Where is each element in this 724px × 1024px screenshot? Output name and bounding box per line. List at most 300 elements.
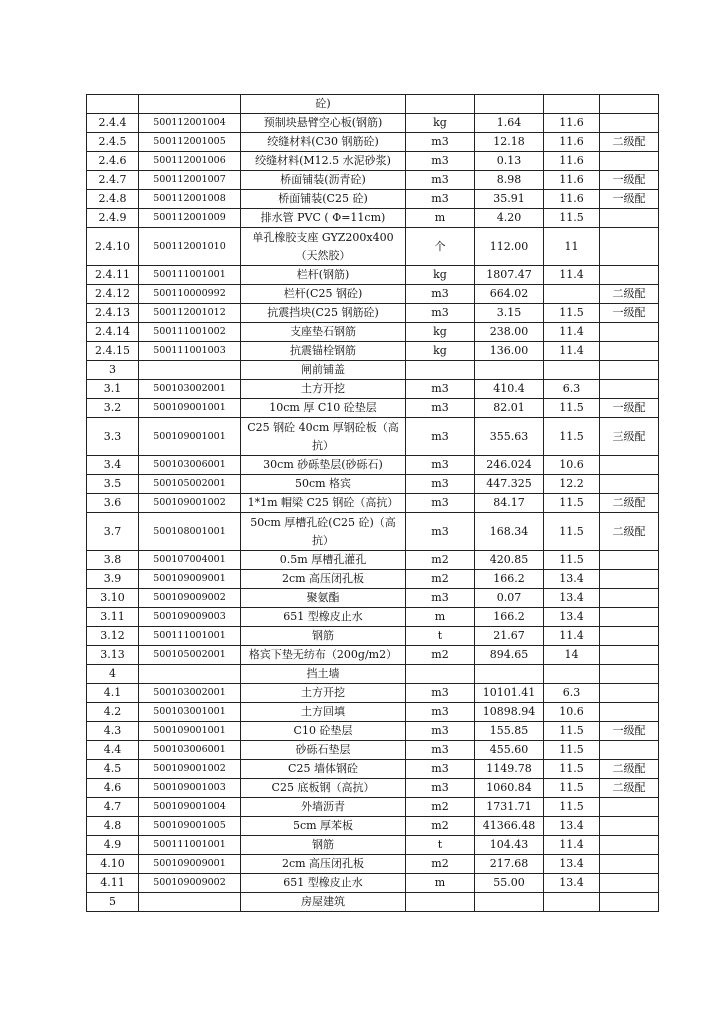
unit-cell: m2 [406,570,475,589]
item-number-cell: 4.10 [87,855,139,874]
item-code-cell: 500112001010 [139,228,241,266]
table-row [87,798,659,817]
item-name-cell: 土方回填 [241,703,406,722]
item-number-cell: 2.4.8 [87,190,139,209]
item-name-cell: 挡土墙 [241,665,406,684]
item-code-cell: 500108001001 [139,513,241,551]
item-name-cell: 0.5m 厚槽孔灌孔 [241,551,406,570]
table-row [87,874,659,893]
unit-cell [406,665,475,684]
price-cell: 13.4 [544,855,600,874]
price-cell: 11.4 [544,323,600,342]
item-number-cell: 3.6 [87,494,139,513]
table-row [87,304,659,323]
unit-cell: kg [406,342,475,361]
price-cell [544,95,600,114]
table-row [87,114,659,133]
price-cell: 10.6 [544,456,600,475]
table-row [87,855,659,874]
item-number-cell: 4.6 [87,779,139,798]
table-row [87,741,659,760]
quantity-table [86,94,659,912]
item-name-cell: C25 墙体钢砼 [241,760,406,779]
item-number-cell [87,95,139,114]
item-code-cell: 500109001002 [139,494,241,513]
quantity-cell: 41366.48 [475,817,544,836]
unit-cell: m3 [406,760,475,779]
note-cell [600,323,659,342]
item-name-cell: 5cm 厚苯板 [241,817,406,836]
item-code-cell: 500109001005 [139,817,241,836]
item-number-cell: 2.4.10 [87,228,139,266]
note-cell [600,380,659,399]
unit-cell: m3 [406,494,475,513]
table-row [87,228,659,266]
item-name-cell: 支座垫石钢筋 [241,323,406,342]
quantity-cell: 894.65 [475,646,544,665]
item-name-cell: 绞缝材料(M12.5 水泥砂浆) [241,152,406,171]
quantity-cell [475,665,544,684]
note-cell [600,152,659,171]
quantity-cell: 112.00 [475,228,544,266]
unit-cell: t [406,627,475,646]
price-cell [544,893,600,912]
table-row [87,513,659,551]
item-name-cell: 2cm 高压闭孔板 [241,855,406,874]
quantity-cell: 246.024 [475,456,544,475]
item-name-cell: 抗震挡块(C25 钢筋砼) [241,304,406,323]
unit-cell: m2 [406,798,475,817]
quantity-cell: 82.01 [475,399,544,418]
price-cell: 6.3 [544,684,600,703]
quantity-cell: 664.02 [475,285,544,304]
item-name-cell: 闸前铺盖 [241,361,406,380]
note-cell [600,798,659,817]
note-cell: 二级配 [600,513,659,551]
unit-cell: m3 [406,703,475,722]
quantity-cell: 455.60 [475,741,544,760]
price-cell: 11.5 [544,209,600,228]
price-cell: 11.5 [544,399,600,418]
quantity-cell [475,95,544,114]
item-name-cell: 砼) [241,95,406,114]
item-number-cell: 4.2 [87,703,139,722]
note-cell [600,209,659,228]
quantity-cell: 166.2 [475,608,544,627]
note-cell [600,228,659,266]
table-body [87,95,659,912]
item-code-cell [139,665,241,684]
item-code-cell: 500109009003 [139,608,241,627]
price-cell: 11.5 [544,513,600,551]
item-name-cell: 绞缝材料(C30 钢筋砼) [241,133,406,152]
price-cell: 11 [544,228,600,266]
unit-cell: m3 [406,304,475,323]
table-row [87,779,659,798]
quantity-cell: 1149.78 [475,760,544,779]
unit-cell: m [406,608,475,627]
price-cell: 11.5 [544,722,600,741]
note-cell: 二级配 [600,779,659,798]
item-name-cell: 格宾下垫无纺布（200g/m2） [241,646,406,665]
quantity-cell: 35.91 [475,190,544,209]
note-cell [600,646,659,665]
unit-cell: t [406,836,475,855]
item-code-cell: 500111001001 [139,836,241,855]
item-code-cell [139,893,241,912]
item-code-cell: 500105002001 [139,475,241,494]
note-cell: 一级配 [600,399,659,418]
unit-cell: m3 [406,380,475,399]
item-name-cell: 砂砾石垫层 [241,741,406,760]
unit-cell: m3 [406,190,475,209]
item-name-cell: 钢筋 [241,836,406,855]
note-cell: 二级配 [600,494,659,513]
item-name-cell: 土方开挖 [241,684,406,703]
note-cell: 二级配 [600,285,659,304]
price-cell: 14 [544,646,600,665]
unit-cell [406,361,475,380]
price-cell: 11.4 [544,836,600,855]
price-cell: 11.6 [544,190,600,209]
item-number-cell: 3.3 [87,418,139,456]
item-code-cell: 500111001001 [139,266,241,285]
item-name-cell: 1*1m 帽梁 C25 钢砼（高抗） [241,494,406,513]
table-row [87,456,659,475]
quantity-cell: 155.85 [475,722,544,741]
table-row [87,760,659,779]
table-row [87,133,659,152]
quantity-cell: 55.00 [475,874,544,893]
quantity-cell: 410.4 [475,380,544,399]
item-code-cell: 500111001003 [139,342,241,361]
note-cell [600,817,659,836]
item-number-cell: 2.4.6 [87,152,139,171]
item-number-cell: 4.11 [87,874,139,893]
item-code-cell: 500112001005 [139,133,241,152]
unit-cell: m [406,209,475,228]
quantity-cell: 0.07 [475,589,544,608]
item-code-cell: 500110000992 [139,285,241,304]
item-number-cell: 4.4 [87,741,139,760]
item-number-cell: 2.4.12 [87,285,139,304]
item-code-cell: 500109009002 [139,589,241,608]
table-row [87,551,659,570]
note-cell [600,893,659,912]
price-cell: 13.4 [544,817,600,836]
note-cell [600,551,659,570]
note-cell [600,608,659,627]
unit-cell: m3 [406,456,475,475]
note-cell: 一级配 [600,190,659,209]
table-row [87,627,659,646]
item-code-cell: 500109001001 [139,418,241,456]
price-cell: 11.5 [544,798,600,817]
unit-cell: m3 [406,722,475,741]
item-code-cell: 500112001007 [139,171,241,190]
note-cell [600,665,659,684]
price-cell: 11.5 [544,779,600,798]
quantity-cell: 104.43 [475,836,544,855]
item-number-cell: 4.9 [87,836,139,855]
note-cell [600,741,659,760]
price-cell [544,361,600,380]
item-name-cell: 预制块悬臂空心板(钢筋) [241,114,406,133]
unit-cell: kg [406,114,475,133]
item-number-cell: 5 [87,893,139,912]
price-cell: 11.4 [544,627,600,646]
quantity-cell: 447.325 [475,475,544,494]
item-name-cell: 聚氨酯 [241,589,406,608]
quantity-cell: 420.85 [475,551,544,570]
quantity-cell: 1060.84 [475,779,544,798]
item-code-cell: 500109009002 [139,874,241,893]
item-number-cell: 3.12 [87,627,139,646]
note-cell: 一级配 [600,171,659,190]
price-cell: 13.4 [544,570,600,589]
item-code-cell: 500112001008 [139,190,241,209]
item-code-cell: 500109001001 [139,722,241,741]
note-cell: 一级配 [600,304,659,323]
price-cell: 11.5 [544,551,600,570]
item-name-cell: 30cm 砂砾垫层(砂砾石) [241,456,406,475]
price-cell: 11.5 [544,741,600,760]
unit-cell: m3 [406,513,475,551]
unit-cell: m3 [406,589,475,608]
item-number-cell: 2.4.14 [87,323,139,342]
price-cell: 6.3 [544,380,600,399]
item-code-cell: 500109009001 [139,855,241,874]
item-name-cell: 钢筋 [241,627,406,646]
table-row [87,589,659,608]
quantity-cell: 3.15 [475,304,544,323]
unit-cell: m2 [406,551,475,570]
item-name-cell: 栏杆(C25 钢砼) [241,285,406,304]
unit-cell: m2 [406,855,475,874]
quantity-cell: 8.98 [475,171,544,190]
quantity-cell: 168.34 [475,513,544,551]
note-cell: 二级配 [600,760,659,779]
unit-cell: kg [406,323,475,342]
price-cell: 11.4 [544,266,600,285]
quantity-cell: 166.2 [475,570,544,589]
item-name-cell: 50cm 格宾 [241,475,406,494]
note-cell [600,475,659,494]
quantity-cell: 10898.94 [475,703,544,722]
item-code-cell [139,361,241,380]
table-row [87,95,659,114]
note-cell [600,114,659,133]
price-cell: 11.5 [544,760,600,779]
item-number-cell: 2.4.4 [87,114,139,133]
item-number-cell: 3.9 [87,570,139,589]
quantity-cell: 4.20 [475,209,544,228]
item-code-cell: 500103001001 [139,703,241,722]
note-cell [600,627,659,646]
item-name-cell: 排水管 PVC ( Φ=11cm) [241,209,406,228]
table-row [87,836,659,855]
quantity-cell: 1.64 [475,114,544,133]
price-cell: 11.6 [544,152,600,171]
note-cell [600,589,659,608]
item-number-cell: 3.11 [87,608,139,627]
item-name-cell: 651 型橡皮止水 [241,608,406,627]
item-number-cell: 2.4.11 [87,266,139,285]
item-code-cell: 500109009001 [139,570,241,589]
table-row [87,399,659,418]
item-code-cell [139,95,241,114]
item-name-cell: 单孔橡胶支座 GYZ200x400（天然胶） [241,228,406,266]
note-cell [600,703,659,722]
item-code-cell: 500112001006 [139,152,241,171]
item-name-cell: C10 砼垫层 [241,722,406,741]
note-cell: 三级配 [600,418,659,456]
quantity-cell: 1807.47 [475,266,544,285]
item-code-cell: 500103006001 [139,741,241,760]
quantity-cell: 21.67 [475,627,544,646]
table-row [87,209,659,228]
note-cell: 二级配 [600,133,659,152]
table-row [87,817,659,836]
item-name-cell: 土方开挖 [241,380,406,399]
table-row [87,570,659,589]
item-code-cell: 500109001002 [139,760,241,779]
note-cell [600,684,659,703]
table-row [87,361,659,380]
note-cell [600,855,659,874]
item-number-cell: 2.4.15 [87,342,139,361]
quantity-cell: 355.63 [475,418,544,456]
table-row [87,608,659,627]
table-row [87,323,659,342]
unit-cell: m2 [406,646,475,665]
item-name-cell: 房屋建筑 [241,893,406,912]
quantity-cell: 1731.71 [475,798,544,817]
item-name-cell: C25 钢砼 40cm 厚钢砼板（高抗） [241,418,406,456]
table-row [87,494,659,513]
quantity-cell: 238.00 [475,323,544,342]
table-row [87,684,659,703]
item-number-cell: 3.5 [87,475,139,494]
quantity-cell: 136.00 [475,342,544,361]
item-number-cell: 4.7 [87,798,139,817]
price-cell: 11.6 [544,133,600,152]
table-row [87,380,659,399]
quantity-cell: 10101.41 [475,684,544,703]
price-cell [544,665,600,684]
unit-cell: m3 [406,399,475,418]
unit-cell [406,893,475,912]
table-row [87,190,659,209]
note-cell: 一级配 [600,722,659,741]
table-row [87,285,659,304]
table-row [87,893,659,912]
note-cell [600,836,659,855]
item-number-cell: 3.4 [87,456,139,475]
item-number-cell: 3.13 [87,646,139,665]
unit-cell: m2 [406,817,475,836]
item-name-cell: 2cm 高压闭孔板 [241,570,406,589]
item-code-cell: 500109001004 [139,798,241,817]
item-number-cell: 2.4.5 [87,133,139,152]
item-number-cell: 2.4.7 [87,171,139,190]
table-row [87,665,659,684]
item-name-cell: C25 底板钢（高抗） [241,779,406,798]
unit-cell: 个 [406,228,475,266]
table-row [87,722,659,741]
table-row [87,418,659,456]
quantity-cell: 0.13 [475,152,544,171]
item-number-cell: 3.2 [87,399,139,418]
quantity-cell [475,893,544,912]
item-name-cell: 10cm 厚 C10 砼垫层 [241,399,406,418]
item-code-cell: 500112001012 [139,304,241,323]
quantity-cell: 217.68 [475,855,544,874]
item-code-cell: 500107004001 [139,551,241,570]
price-cell: 11.4 [544,342,600,361]
item-code-cell: 500105002001 [139,646,241,665]
note-cell [600,570,659,589]
item-name-cell: 栏杆(钢筋) [241,266,406,285]
item-code-cell: 500103002001 [139,684,241,703]
unit-cell: m [406,874,475,893]
price-cell: 11.5 [544,304,600,323]
price-cell: 10.6 [544,703,600,722]
item-name-cell: 桥面铺装(沥青砼) [241,171,406,190]
item-code-cell: 500112001004 [139,114,241,133]
item-number-cell: 3.1 [87,380,139,399]
table-row [87,475,659,494]
note-cell [600,874,659,893]
unit-cell [406,95,475,114]
quantity-cell: 84.17 [475,494,544,513]
price-cell: 11.5 [544,418,600,456]
unit-cell: m3 [406,741,475,760]
unit-cell: m3 [406,684,475,703]
price-cell: 11.6 [544,114,600,133]
quantity-cell: 12.18 [475,133,544,152]
item-code-cell: 500103006001 [139,456,241,475]
item-number-cell: 3.10 [87,589,139,608]
price-cell: 11.5 [544,494,600,513]
item-name-cell: 50cm 厚槽孔砼(C25 砼)（高抗） [241,513,406,551]
unit-cell: m3 [406,133,475,152]
price-cell: 13.4 [544,608,600,627]
item-name-cell: 抗震锚栓钢筋 [241,342,406,361]
item-name-cell: 651 型橡皮止水 [241,874,406,893]
note-cell [600,266,659,285]
item-name-cell: 桥面铺装(C25 砼) [241,190,406,209]
unit-cell: m3 [406,779,475,798]
note-cell [600,456,659,475]
item-number-cell: 4.8 [87,817,139,836]
item-code-cell: 500111001002 [139,323,241,342]
table-row [87,342,659,361]
price-cell [544,285,600,304]
table-row [87,152,659,171]
table-row [87,703,659,722]
item-code-cell: 500109001003 [139,779,241,798]
unit-cell: m3 [406,152,475,171]
table-row [87,646,659,665]
item-name-cell: 外墙沥青 [241,798,406,817]
item-number-cell: 2.4.13 [87,304,139,323]
price-cell: 11.6 [544,171,600,190]
item-number-cell: 2.4.9 [87,209,139,228]
item-number-cell: 3.8 [87,551,139,570]
item-number-cell: 4 [87,665,139,684]
price-cell: 12.2 [544,475,600,494]
